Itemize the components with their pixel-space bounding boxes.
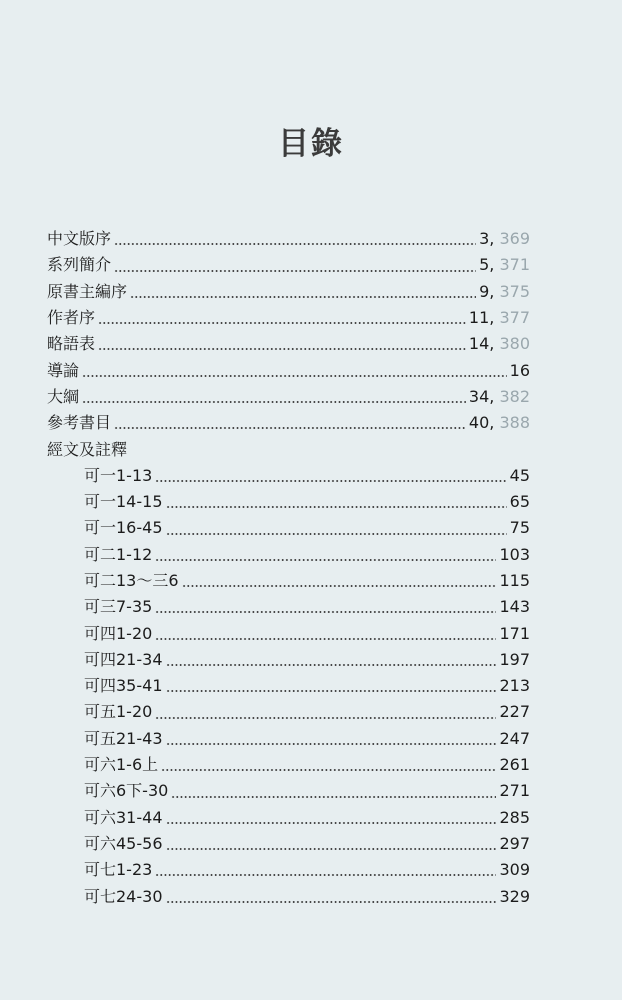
dot-leader (166, 532, 507, 536)
toc-sub-entry (0, 805, 530, 831)
dot-leader (166, 900, 497, 904)
page-number: 227 (499, 702, 530, 722)
section-heading-label: 經文及註釋 (47, 439, 128, 459)
page-number: 115 (499, 571, 530, 590)
toc-entry (0, 226, 530, 252)
toc-entry (0, 331, 530, 357)
dot-leader (82, 374, 507, 378)
toc-entry-pages (510, 361, 530, 381)
toc-entry-label: 可五1-20 (84, 702, 153, 722)
toc-entry-label: 系列簡介 (47, 255, 112, 275)
toc-entry-label: 可四21-34 (84, 649, 163, 669)
page-number: 65 (509, 492, 530, 512)
toc-sub-entry (0, 568, 530, 594)
toc-entry-pages: 40, 388 (468, 413, 530, 433)
toc-entry-label: 大綱 (47, 386, 80, 406)
page-number: 309 (499, 860, 530, 880)
dot-leader (166, 821, 497, 825)
page-title: 目錄 (278, 126, 344, 162)
dot-leader (155, 716, 496, 720)
dot-leader (166, 742, 497, 746)
page-number: 329 (499, 886, 530, 906)
page-number: 285 (499, 807, 530, 827)
toc-list (0, 226, 622, 910)
page-number-english: 377 (499, 308, 530, 328)
dot-leader (166, 847, 497, 851)
page-number: 297 (499, 833, 530, 853)
toc-section-heading (0, 436, 530, 462)
page-number: 171 (499, 623, 530, 643)
dot-leader (182, 584, 497, 588)
toc-entry-label: 可五21-43 (84, 728, 163, 748)
toc-sub-entry (0, 515, 530, 541)
dot-leader (98, 347, 466, 351)
toc-entry (0, 357, 530, 383)
page-number: 3 (479, 229, 490, 249)
toc-entry-pages: 3, 369 (479, 229, 530, 249)
toc-entry-label: 可三7-35 (84, 597, 153, 617)
page-number-english: 371 (499, 255, 530, 275)
dot-leader (161, 768, 496, 772)
toc-sub-entry (0, 673, 530, 699)
dot-leader (130, 295, 476, 299)
toc-entry-label: 可一16-45 (84, 518, 163, 538)
toc-entry-label: 可二1-12 (84, 544, 153, 564)
page-number: 14 (468, 334, 490, 354)
toc-entry-label: 略語表 (47, 334, 96, 354)
dot-leader (114, 269, 476, 273)
toc-entry-label: 作者序 (47, 308, 96, 328)
dot-leader (166, 505, 507, 509)
page-number: 16 (509, 360, 530, 380)
toc-sub-entry (0, 620, 530, 646)
dot-leader (114, 242, 476, 246)
toc-sub-entry (0, 883, 530, 909)
dot-leader (82, 400, 466, 404)
page-number-english: 380 (499, 334, 530, 354)
page-number: 9 (479, 281, 490, 301)
dot-leader (155, 637, 496, 641)
page-number: 271 (499, 781, 530, 801)
toc-sub-entry (0, 542, 530, 568)
page-number: 197 (499, 649, 530, 669)
page-number: 247 (499, 728, 530, 748)
toc-sub-entry (0, 594, 530, 620)
toc-entry-pages: 34, 382 (468, 386, 530, 406)
dot-leader (155, 610, 496, 614)
toc-sub-entry (0, 463, 530, 489)
page-number: 5 (479, 255, 490, 275)
page-number-english: 369 (499, 229, 530, 249)
page-number: 75 (509, 518, 530, 538)
toc-entry-label: 可六6下-30 (84, 781, 169, 801)
toc-entry-pages: 5, 371 (479, 255, 530, 275)
page-number: 143 (499, 597, 530, 617)
toc-entry-label: 可六45-56 (84, 833, 163, 853)
toc-entry-label: 可二13～三6 (84, 571, 179, 590)
toc-entry (0, 279, 530, 305)
toc-entry-label: 中文版序 (47, 229, 112, 249)
toc-entry-label: 可四1-20 (84, 623, 153, 643)
page-number: 34 (468, 386, 490, 406)
toc-entry-label: 可六31-44 (84, 807, 163, 827)
toc-entry (0, 252, 530, 278)
toc-entry-label: 可六1-6上 (84, 755, 159, 775)
dot-leader (155, 558, 496, 562)
toc-sub-entry (0, 699, 530, 725)
page-number-english: 375 (499, 281, 530, 301)
toc-entry (0, 384, 530, 410)
toc-entry-label: 可七1-23 (84, 860, 153, 880)
toc-entry-pages: 11, 377 (468, 308, 530, 328)
toc-entry-pages: 9, 375 (479, 281, 530, 301)
page-number: 11 (468, 308, 490, 328)
toc-sub-entry (0, 489, 530, 515)
dot-leader (155, 479, 506, 483)
toc-entry (0, 305, 530, 331)
page-number: 103 (499, 544, 530, 564)
toc-entry-label: 可一1-13 (84, 465, 153, 485)
dot-leader (98, 321, 466, 325)
page-number-english: 388 (499, 413, 530, 433)
toc-sub-entry (0, 752, 530, 778)
toc-sub-entry (0, 726, 530, 752)
toc-sub-entry (0, 647, 530, 673)
page-number: 45 (509, 465, 530, 485)
toc-entry-label: 導論 (47, 360, 80, 380)
page-number: 261 (499, 755, 530, 775)
dot-leader (155, 873, 496, 877)
page-number-english: 382 (499, 386, 530, 406)
toc-sub-entry (0, 831, 530, 857)
toc-sub-entry (0, 857, 530, 883)
dot-leader (166, 663, 497, 667)
page-number: 40 (468, 413, 490, 433)
toc-entry-label: 可七24-30 (84, 886, 163, 906)
dot-leader (114, 426, 466, 430)
toc-sub-entry (0, 778, 530, 804)
dot-leader (166, 689, 497, 693)
toc-entry-label: 可一14-15 (84, 492, 163, 512)
toc-entry (0, 410, 530, 436)
dot-leader (171, 795, 496, 799)
page-number: 213 (499, 676, 530, 696)
toc-entry-pages: 14, 380 (468, 334, 530, 354)
toc-entry-label: 可四35-41 (84, 676, 163, 696)
toc-entry-label: 參考書目 (47, 413, 112, 433)
toc-entry-label: 原書主編序 (47, 281, 128, 301)
